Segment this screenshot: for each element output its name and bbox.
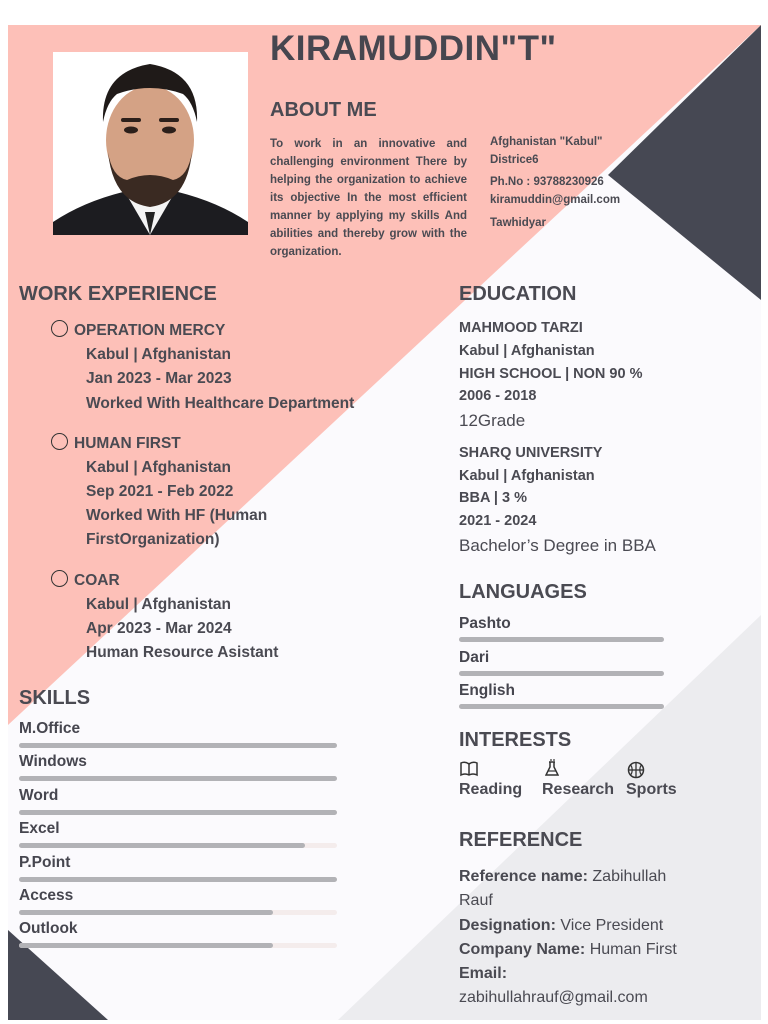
skill-bar-fill	[19, 943, 273, 948]
job-location: Kabul | Afghanistan	[86, 596, 231, 613]
skill-bar-fill	[19, 776, 337, 781]
reference-designation-label: Designation:	[459, 917, 556, 934]
skill-bar-track	[19, 877, 337, 882]
reference-designation-value: Vice President	[560, 917, 664, 934]
language-bar-track	[459, 671, 664, 676]
job-dates: Apr 2023 - Mar 2024	[86, 620, 232, 637]
work-heading: WORK EXPERIENCE	[19, 283, 217, 305]
skill-bar-fill	[19, 910, 273, 915]
education-note: 12Grade	[459, 411, 526, 430]
job-dates: Jan 2023 - Mar 2023	[86, 370, 232, 387]
reference-company	[459, 938, 749, 962]
interest-label: Reading	[459, 781, 523, 798]
reference-name	[459, 865, 699, 913]
skill-label: Outlook	[19, 920, 78, 938]
job-location: Kabul | Afghanistan	[86, 459, 231, 476]
skill-label: P.Point	[19, 853, 71, 871]
about-text: To work in an innovative and challenging environment There by helping the organization to achieve its objective In the most efficient manner by applying my skills And abilities and thereby grow with the organization.	[270, 138, 467, 258]
skill-bar-fill	[19, 877, 337, 882]
skill-bar-fill	[19, 810, 337, 815]
education-years: 2021 - 2024	[459, 513, 537, 529]
job-title: COAR	[74, 572, 120, 589]
job-title: OPERATION MERCY	[74, 322, 226, 339]
skill-bar-track	[19, 943, 337, 948]
flask-icon	[545, 759, 559, 782]
contact-address-line2: Districe6	[490, 154, 539, 166]
interests-heading: INTERESTS	[459, 729, 572, 751]
reference-company-label: Company Name:	[459, 941, 586, 958]
education-degree: HIGH SCHOOL | NON 90 %	[459, 366, 643, 382]
skill-bar-track	[19, 776, 337, 781]
reference-name-label: Reference name:	[459, 868, 588, 885]
job-dates: Sep 2021 - Feb 2022	[86, 483, 234, 500]
job-description: Human Resource Asistant	[86, 644, 279, 661]
skill-bar-track	[19, 810, 337, 815]
education-degree: BBA | 3 %	[459, 490, 527, 506]
job-location: Kabul | Afghanistan	[86, 346, 231, 363]
reference-email-label	[459, 962, 507, 986]
contact-area: Tawhidyar	[490, 217, 547, 229]
education-location: Kabul | Afghanistan	[459, 343, 595, 359]
skill-label: Access	[19, 887, 74, 904]
job-bullet-icon	[51, 570, 68, 587]
language-bar-fill	[459, 637, 664, 642]
skill-label: Word	[19, 786, 59, 804]
education-school: SHARQ UNIVERSITY	[459, 445, 603, 461]
education-location: Kabul | Afghanistan	[459, 468, 595, 484]
skill-label: Excel	[19, 820, 60, 838]
about-heading: ABOUT ME	[270, 99, 377, 121]
profile-photo	[53, 52, 248, 235]
skill-label: Windows	[19, 753, 87, 771]
language-label: Pashto	[459, 615, 511, 632]
full-name: KIRAMUDDIN"T"	[270, 29, 557, 68]
education-heading: EDUCATION	[459, 283, 577, 305]
language-label: Dari	[459, 648, 490, 666]
contact-phone: Ph.No : 93788230926	[490, 176, 604, 188]
skill-bar-track	[19, 843, 337, 848]
education-years: 2006 - 2018	[459, 388, 537, 404]
job-description: Worked With Healthcare Department	[86, 395, 355, 412]
contact-address-line1: Afghanistan "Kabul"	[490, 136, 603, 148]
reference-email-value[interactable]: zabihullahrauf@gmail.com	[459, 989, 648, 1006]
book-icon	[460, 761, 478, 782]
skills-heading: SKILLS	[19, 687, 91, 709]
reference-heading: REFERENCE	[459, 829, 583, 851]
language-bar-fill	[459, 671, 664, 676]
interest-label: Sports	[626, 781, 677, 798]
languages-heading: LANGUAGES	[459, 581, 587, 603]
reference-name-value: Zabihullah Rauf	[459, 868, 667, 909]
skill-bar-fill	[19, 843, 305, 848]
reference-email-label-text: Email:	[459, 965, 508, 982]
skill-label: M.Office	[19, 720, 81, 737]
job-description: Worked With HF (Human FirstOrganization)	[86, 507, 268, 548]
language-label: English	[459, 682, 515, 699]
resume-page	[8, 25, 761, 1020]
education-school: MAHMOOD TARZI	[459, 320, 583, 336]
education-note: Bachelor’s Degree in BBA	[459, 536, 656, 555]
reference-company-value: Human First	[589, 941, 677, 958]
language-bar-track	[459, 704, 664, 709]
job-bullet-icon	[51, 433, 68, 450]
job-title: HUMAN FIRST	[74, 435, 181, 452]
skill-bar-track	[19, 910, 337, 915]
skill-bar-track	[19, 743, 337, 748]
language-bar-fill	[459, 704, 664, 709]
job-bullet-icon	[51, 320, 68, 337]
skill-bar-fill	[19, 743, 337, 748]
reference-designation	[459, 914, 749, 938]
interest-label: Research	[542, 781, 615, 798]
language-bar-track	[459, 637, 664, 642]
contact-email[interactable]: kiramuddin@gmail.com	[490, 194, 621, 206]
